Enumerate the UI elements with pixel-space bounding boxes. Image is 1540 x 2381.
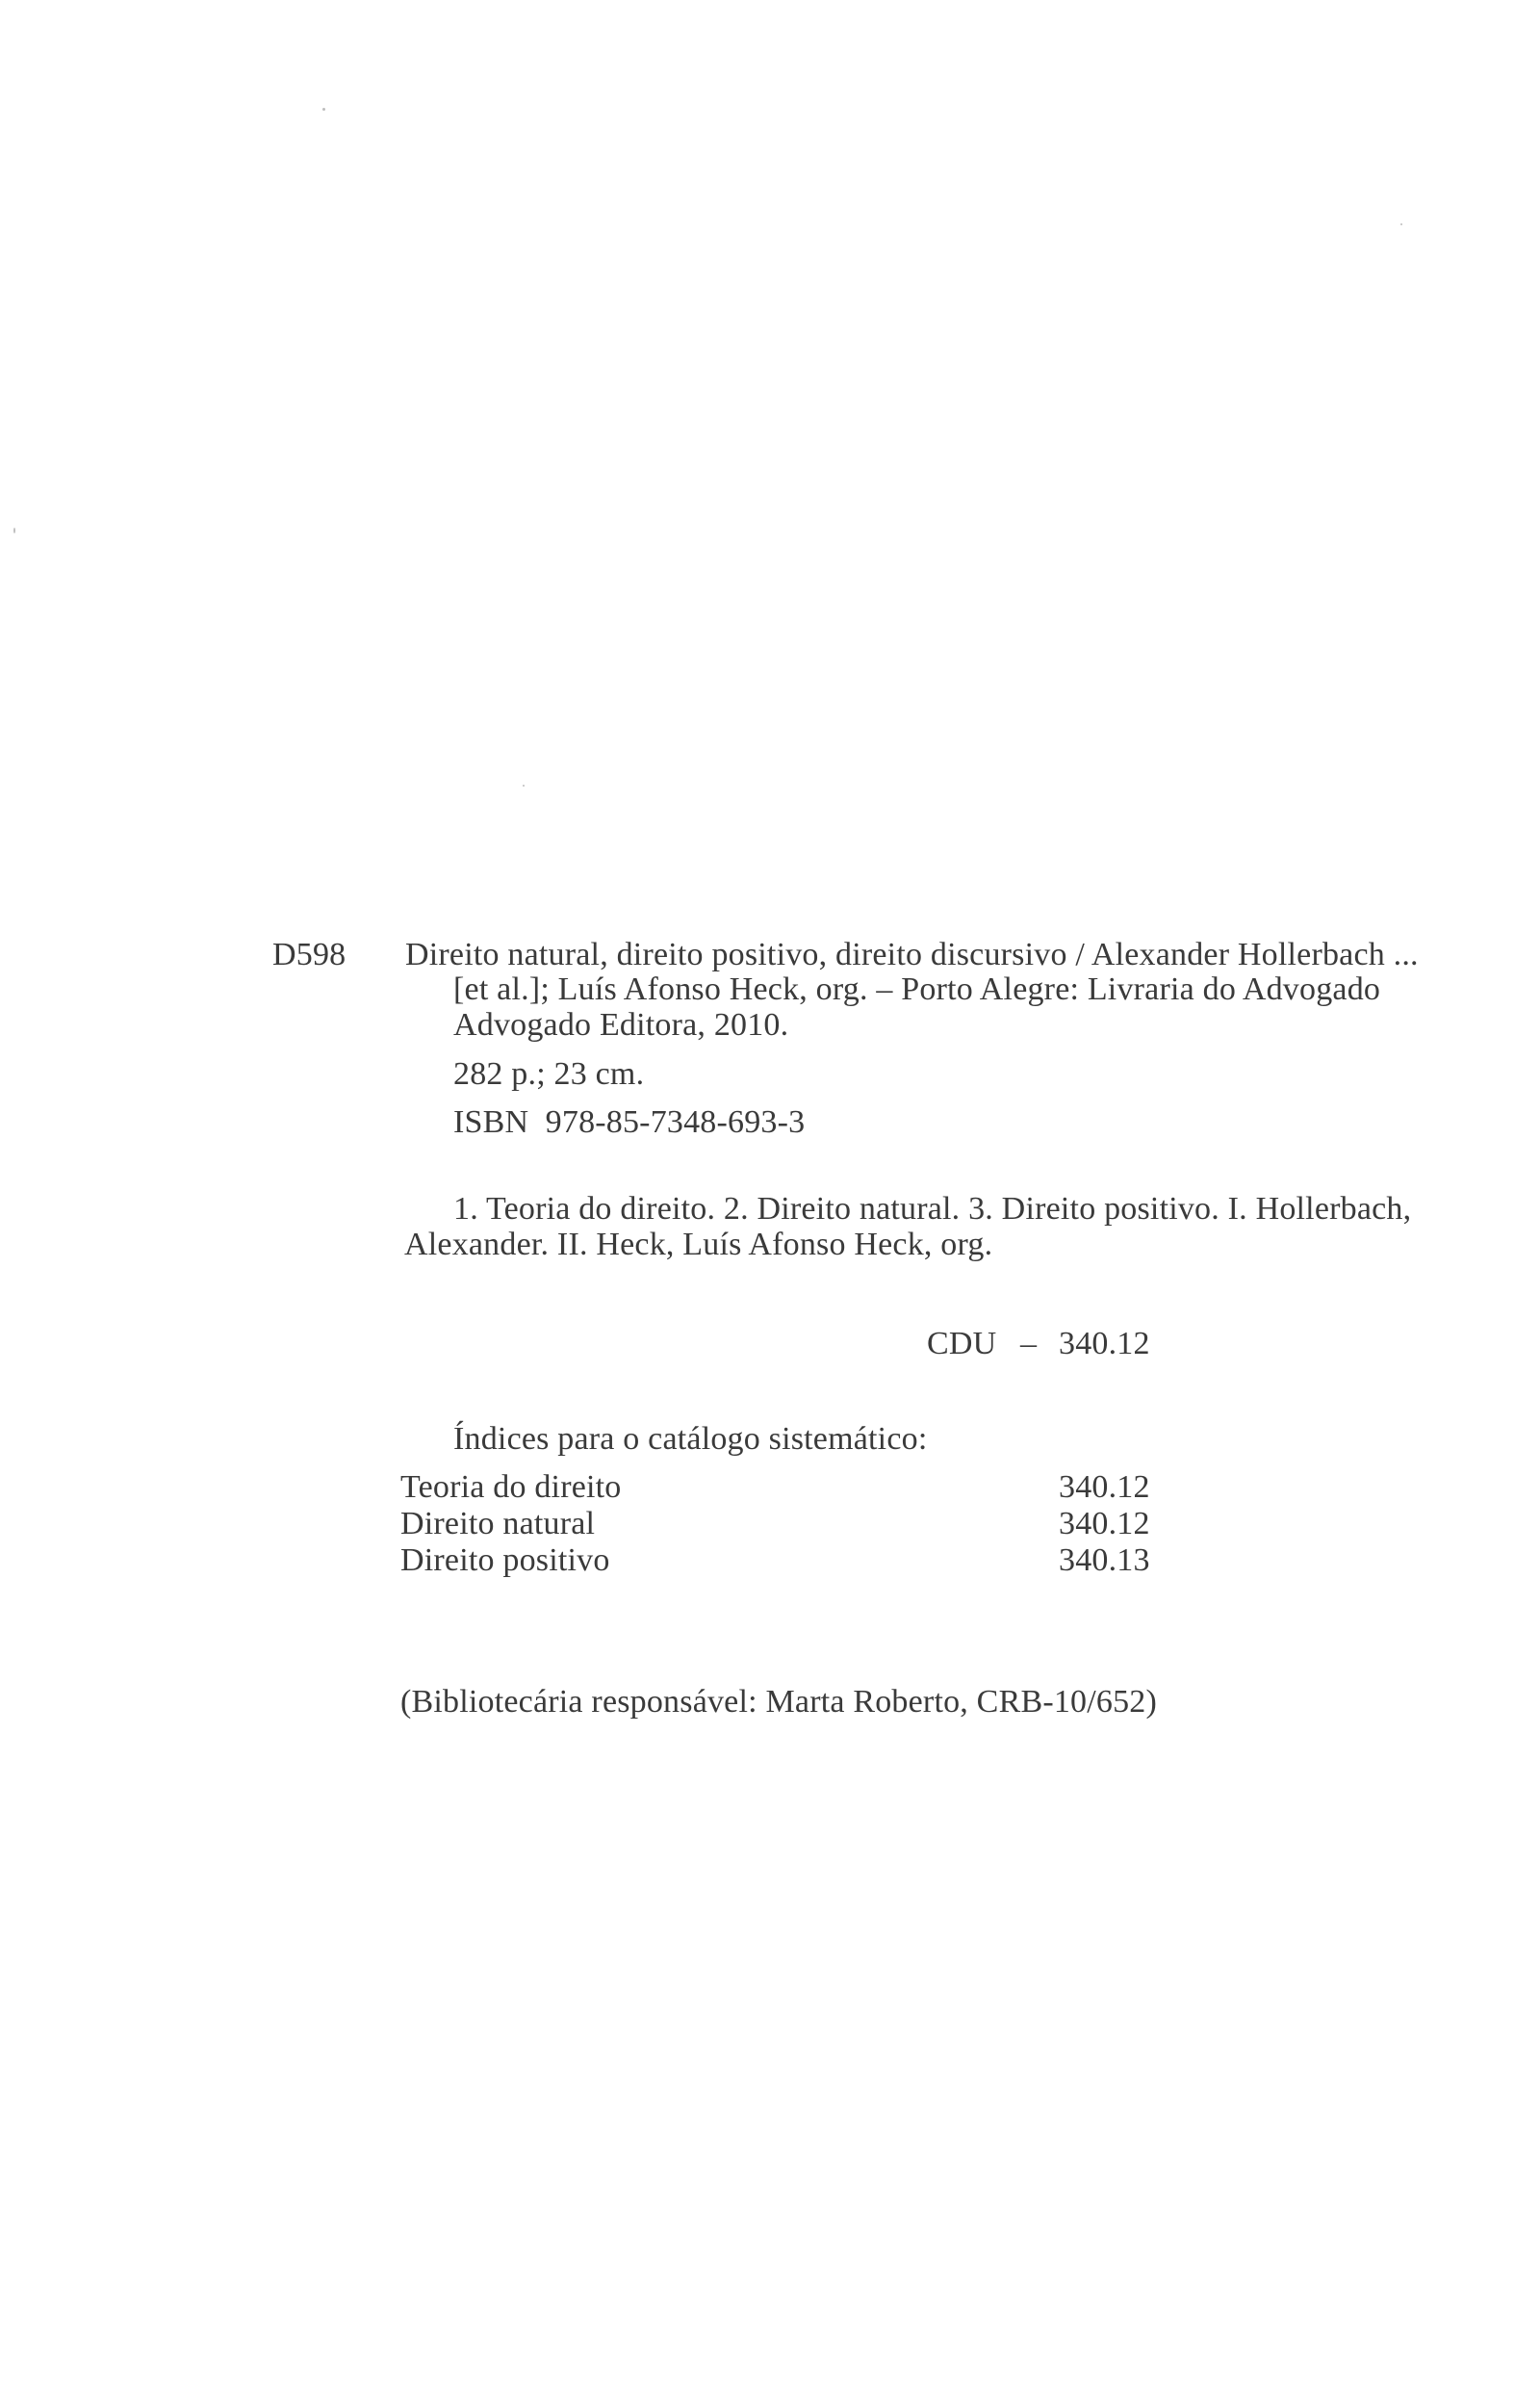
index-term: Direito positivo — [400, 1542, 610, 1578]
index-term: Teoria do direito — [400, 1469, 622, 1505]
dust-speck — [13, 528, 15, 533]
call-number: D598 — [272, 937, 346, 972]
cdu-dash: – — [1020, 1326, 1038, 1361]
index-code: 340.13 — [1059, 1542, 1150, 1578]
isbn: ISBN 978-85-7348-693-3 — [453, 1104, 806, 1140]
title-line-1: Direito natural, direito positivo, direito discursivo / Alexander Hollerbach ... — [405, 937, 1419, 972]
subjects-line-2: Alexander. II. Heck, Luís Afonso Heck, org. — [404, 1227, 993, 1262]
cdu-label: CDU — [927, 1326, 997, 1361]
dust-speck — [523, 785, 525, 787]
index-term: Direito natural — [400, 1506, 596, 1541]
title-line-3: Advogado Editora, 2010. — [453, 1007, 789, 1043]
dust-speck — [322, 108, 325, 111]
physical-description: 282 p.; 23 cm. — [453, 1056, 645, 1092]
index-heading: Índices para o catálogo sistemático: — [453, 1421, 928, 1457]
librarian-credit: (Bibliotecária responsável: Marta Roberto, CRB-10/652) — [400, 1684, 1158, 1720]
index-code: 340.12 — [1059, 1506, 1150, 1541]
cdu-value: 340.12 — [1059, 1326, 1150, 1361]
dust-speck — [1400, 223, 1402, 225]
subjects-line-1: 1. Teoria do direito. 2. Direito natural. 3. Direito positivo. I. Hollerbach, — [453, 1191, 1412, 1227]
title-line-2: [et al.]; Luís Afonso Heck, org. – Porto Alegre: Livraria do Advogado — [453, 971, 1381, 1007]
index-code: 340.12 — [1059, 1469, 1150, 1505]
